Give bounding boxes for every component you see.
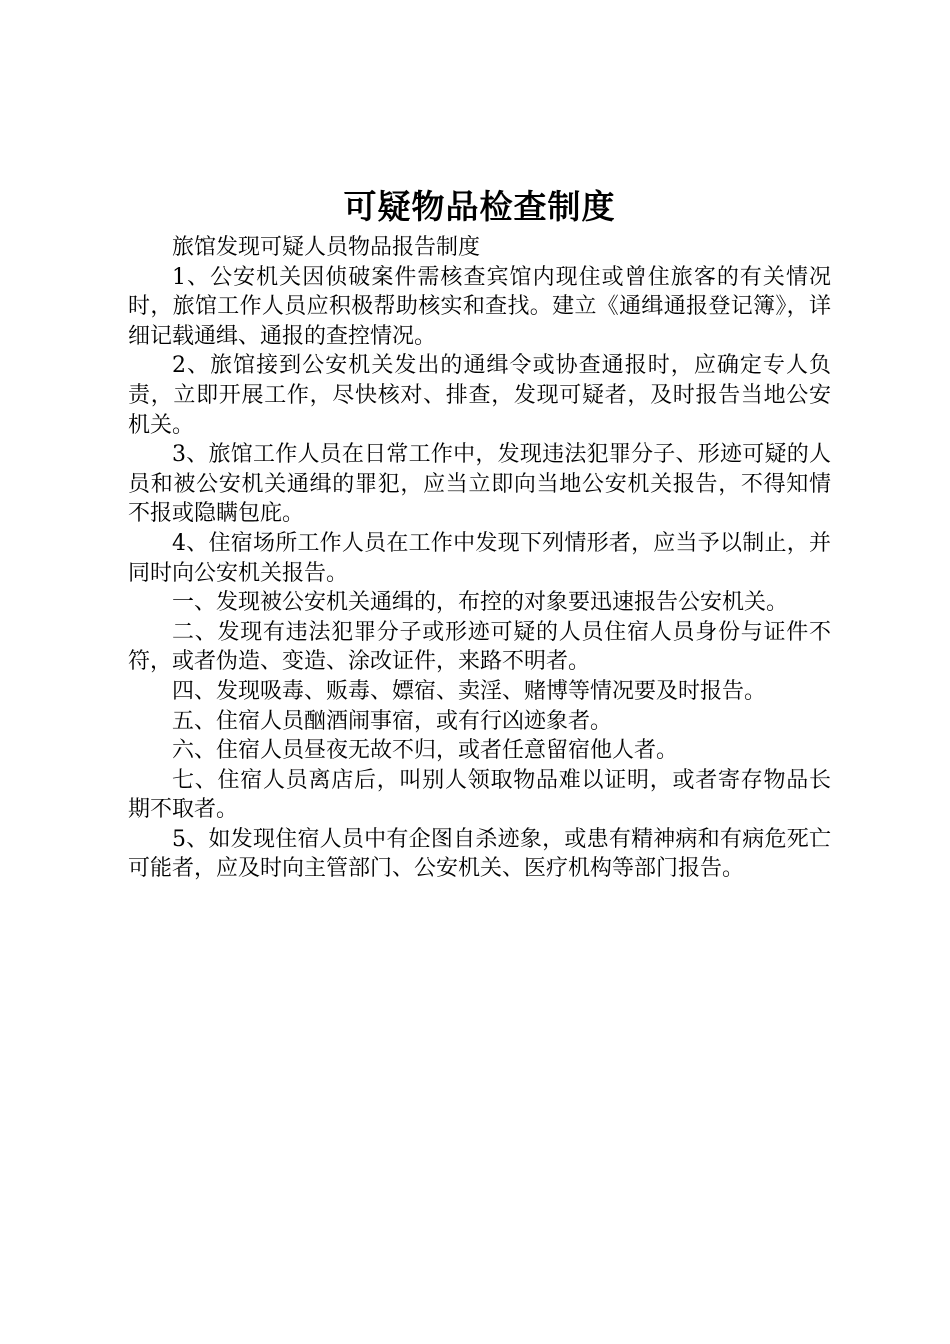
paragraph-subitem-1: 一、发现被公安机关通缉的，布控的对象要迅速报告公安机关。 [172, 590, 789, 616]
paragraph-subitem-4: 四、发现吸毒、贩毒、嫖宿、卖淫、赌博等情况要及时报告。 [172, 678, 767, 704]
paragraph-subitem-7: 七、住宿人员离店后，叫别人领取物品难以证明，或者寄存物品长期不取者。 [128, 767, 831, 823]
document-body [128, 233, 831, 884]
paragraph-subitem-2: 二、发现有违法犯罪分子或形迹可疑的人员住宿人员身份与证件不符，或者伪造、变造、涂改证件，来路不明者。 [128, 619, 831, 675]
paragraph-subitem-5: 五、住宿人员酗酒闹事宿，或有行凶迹象者。 [172, 708, 613, 734]
paragraph-item-3: 3、旅馆工作人员在日常工作中，发现违法犯罪分子、形迹可疑的人员和被公安机关通缉的罪犯，应当立即向当地公安机关报告，不得知情不报或隐瞒包庇。 [128, 442, 831, 527]
paragraph-subitem-6: 六、住宿人员昼夜无故不归，或者任意留宿他人者。 [172, 738, 679, 764]
paragraph-item-1: 1、公安机关因侦破案件需核查宾馆内现住或曾住旅客的有关情况时，旅馆工作人员应积极帮助核实和查找。建立《通缉通报登记簿》，详细记载通缉、通报的查控情况。 [128, 264, 831, 349]
paragraph-item-5: 5、如发现住宿人员中有企图自杀迹象，或患有精神病和有病危死亡可能者，应及时向主管部门、公安机关、医疗机构等部门报告。 [128, 826, 831, 882]
paragraph-item-2: 2、旅馆接到公安机关发出的通缉令或协查通报时，应确定专人负责，立即开展工作，尽快核对、排查，发现可疑者，及时报告当地公安机关。 [128, 353, 831, 438]
paragraph-subtitle: 旅馆发现可疑人员物品报告制度 [172, 235, 481, 260]
document-title: 可疑物品检查制度 [343, 187, 616, 226]
paragraph-item-4: 4、住宿场所工作人员在工作中发现下列情形者，应当予以制止，并同时向公安机关报告。 [128, 530, 831, 586]
